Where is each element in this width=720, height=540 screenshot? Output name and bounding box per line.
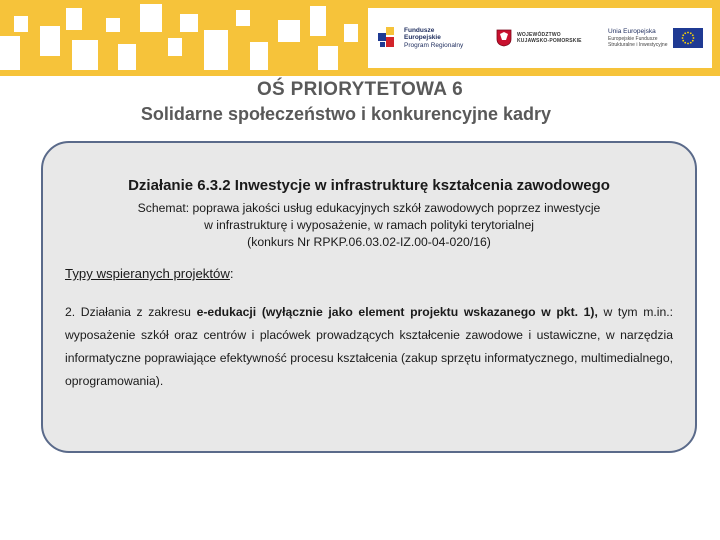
decorative-square [180,14,198,32]
wojewodztwo-logo [496,20,582,56]
logo-strip [368,8,712,68]
unia-europejska-logo [608,20,703,56]
scheme-line: w infrastrukturę i wyposażenie, w ramach polityki terytorialnej [204,218,534,232]
decorative-square [204,30,228,70]
eu-flag-icon [673,28,703,48]
woj-logo-line1: WOJEWÓDZTWO [517,32,561,38]
project-types-label-text: Typy wspieranych projektów [65,266,230,281]
fe-logo-line3: Program Regionalny [404,41,464,49]
priority-axis-subtitle: Solidarne społeczeństwo i konkurencyjne kadry [140,104,552,124]
scheme-line: Schemat: poprawa jakości usług edukacyjnych szkół zawodowych poprzez inwestycje [137,201,601,215]
priority-axis-title: OŚ PRIORYTETOWA 6 [256,79,464,100]
content-box [41,141,697,453]
header-band [0,0,720,76]
fe-logo-line2: Europejskie [404,34,441,42]
project-types-colon: : [229,266,234,281]
project-type-prefix: 2. Działania z zakresu [65,305,197,319]
fe-logo-text [404,27,463,50]
ue-logo-line1: Unia Europejska [608,28,656,36]
ue-logo-line2: Europejskie Fundusze [608,35,658,42]
decorative-square [72,40,98,70]
decorative-square [344,24,358,42]
woj-logo-text [517,32,582,44]
scheme-description [65,200,673,251]
project-type-emphasis: e-edukacji (wyłącznie jako element projektu wskazanego w pkt. 1), [196,305,598,319]
decorative-square [250,42,268,70]
project-types-label [65,266,673,281]
fe-logo-line1: Fundusze [404,26,435,34]
ue-logo-text [608,28,667,48]
fundusze-europejskie-logo [378,20,463,56]
action-heading: Działanie 6.3.2 Inwestycje w infrastrukturę kształcenia zawodowego [128,177,610,194]
decorative-square [236,10,250,26]
decorative-square [140,4,162,32]
scheme-line: (konkurs Nr RPKP.06.03.02-IZ.00-04-020/16) [247,235,491,249]
ue-logo-line3: Strukturalne i Inwestycyjne [608,41,668,48]
project-type-details: w tym m.in.: wyposażenie szkół oraz centrów i placówek prowadzących kształcenie zawodowe i ustawiczne, w narzędzia informatyczne poprawiające efektywność procesu kształcenia (zakup sprzętu informatycznego, multimedialnego, oprogramowania). [65,305,673,388]
decorative-square [40,26,60,56]
project-type-item [65,301,673,393]
woj-logo-line2: KUJAWSKO-POMORSKIE [517,38,582,44]
decorative-square [106,18,120,32]
fe-logo-icon [378,27,398,49]
decorative-square [318,46,338,70]
decorative-square [168,38,182,56]
coat-of-arms-icon [496,29,512,47]
decorative-square [310,6,326,36]
decorative-square [14,16,28,32]
decorative-square [278,20,300,42]
decorative-square [0,36,20,70]
decorative-square [118,44,136,70]
decorative-square [66,8,82,30]
